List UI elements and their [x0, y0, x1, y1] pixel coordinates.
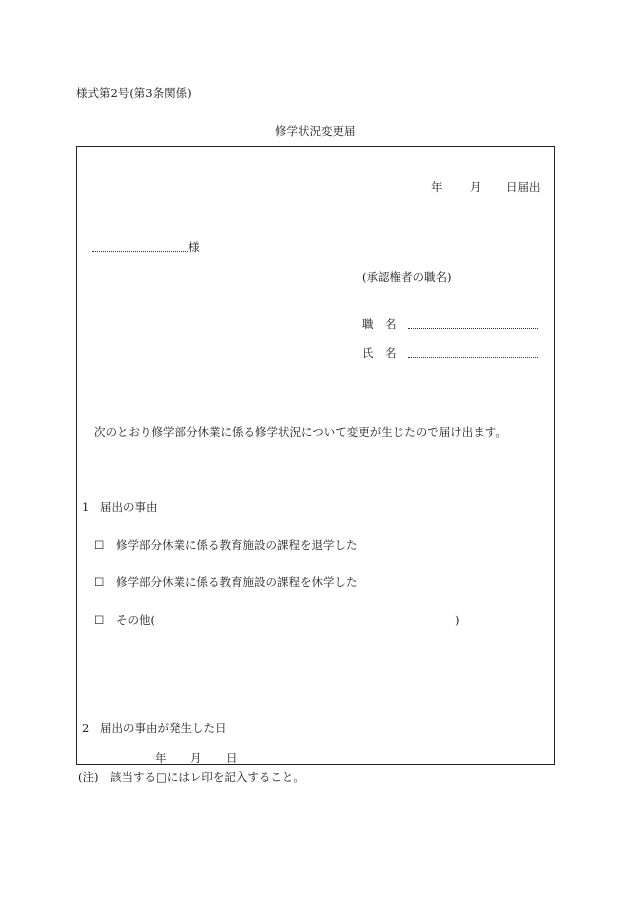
name-field[interactable]: [408, 357, 538, 358]
option-leave-label: 修学部分休業に係る教育施設の課程を休学した: [116, 575, 358, 589]
date-day-submitted-label: 日届出: [506, 180, 541, 194]
date-month-label: 月: [470, 180, 482, 194]
option-withdrew-checkbox[interactable]: ☐: [94, 538, 105, 552]
section2-year-label: 年: [155, 751, 167, 765]
name-label: 氏 名: [362, 346, 397, 360]
addressee-line[interactable]: [92, 251, 188, 252]
position-field[interactable]: [408, 328, 538, 329]
option-other-close-paren: ): [455, 613, 460, 627]
option-other-checkbox[interactable]: ☐: [94, 613, 105, 627]
position-label: 職 名: [362, 317, 397, 331]
form-box: [76, 146, 555, 765]
footnote: (注) 該当する□にはレ印を記入すること。: [78, 770, 305, 784]
form-title: 修学状況変更届: [275, 124, 356, 138]
option-leave-checkbox[interactable]: ☐: [94, 575, 105, 589]
section2-month-label: 月: [190, 751, 202, 765]
option-withdrew-label: 修学部分休業に係る教育施設の課程を退学した: [116, 538, 358, 552]
section1-heading: 届出の事由: [100, 500, 158, 514]
section2-day-label: 日: [226, 751, 238, 765]
approver-heading: (承認権者の職名): [362, 270, 452, 284]
section1-number: 1: [82, 500, 90, 514]
statement: 次のとおり修学部分休業に係る修学状況について変更が生じたので届け出ます。: [94, 425, 507, 439]
section2-heading: 届出の事由が発生した日: [100, 721, 227, 735]
date-year-label: 年: [431, 180, 443, 194]
option-other-label: その他(: [116, 613, 155, 627]
form-number: 様式第2号(第3条関係): [76, 86, 192, 100]
addressee-sama: 様: [188, 240, 200, 254]
section2-number: 2: [82, 721, 90, 735]
